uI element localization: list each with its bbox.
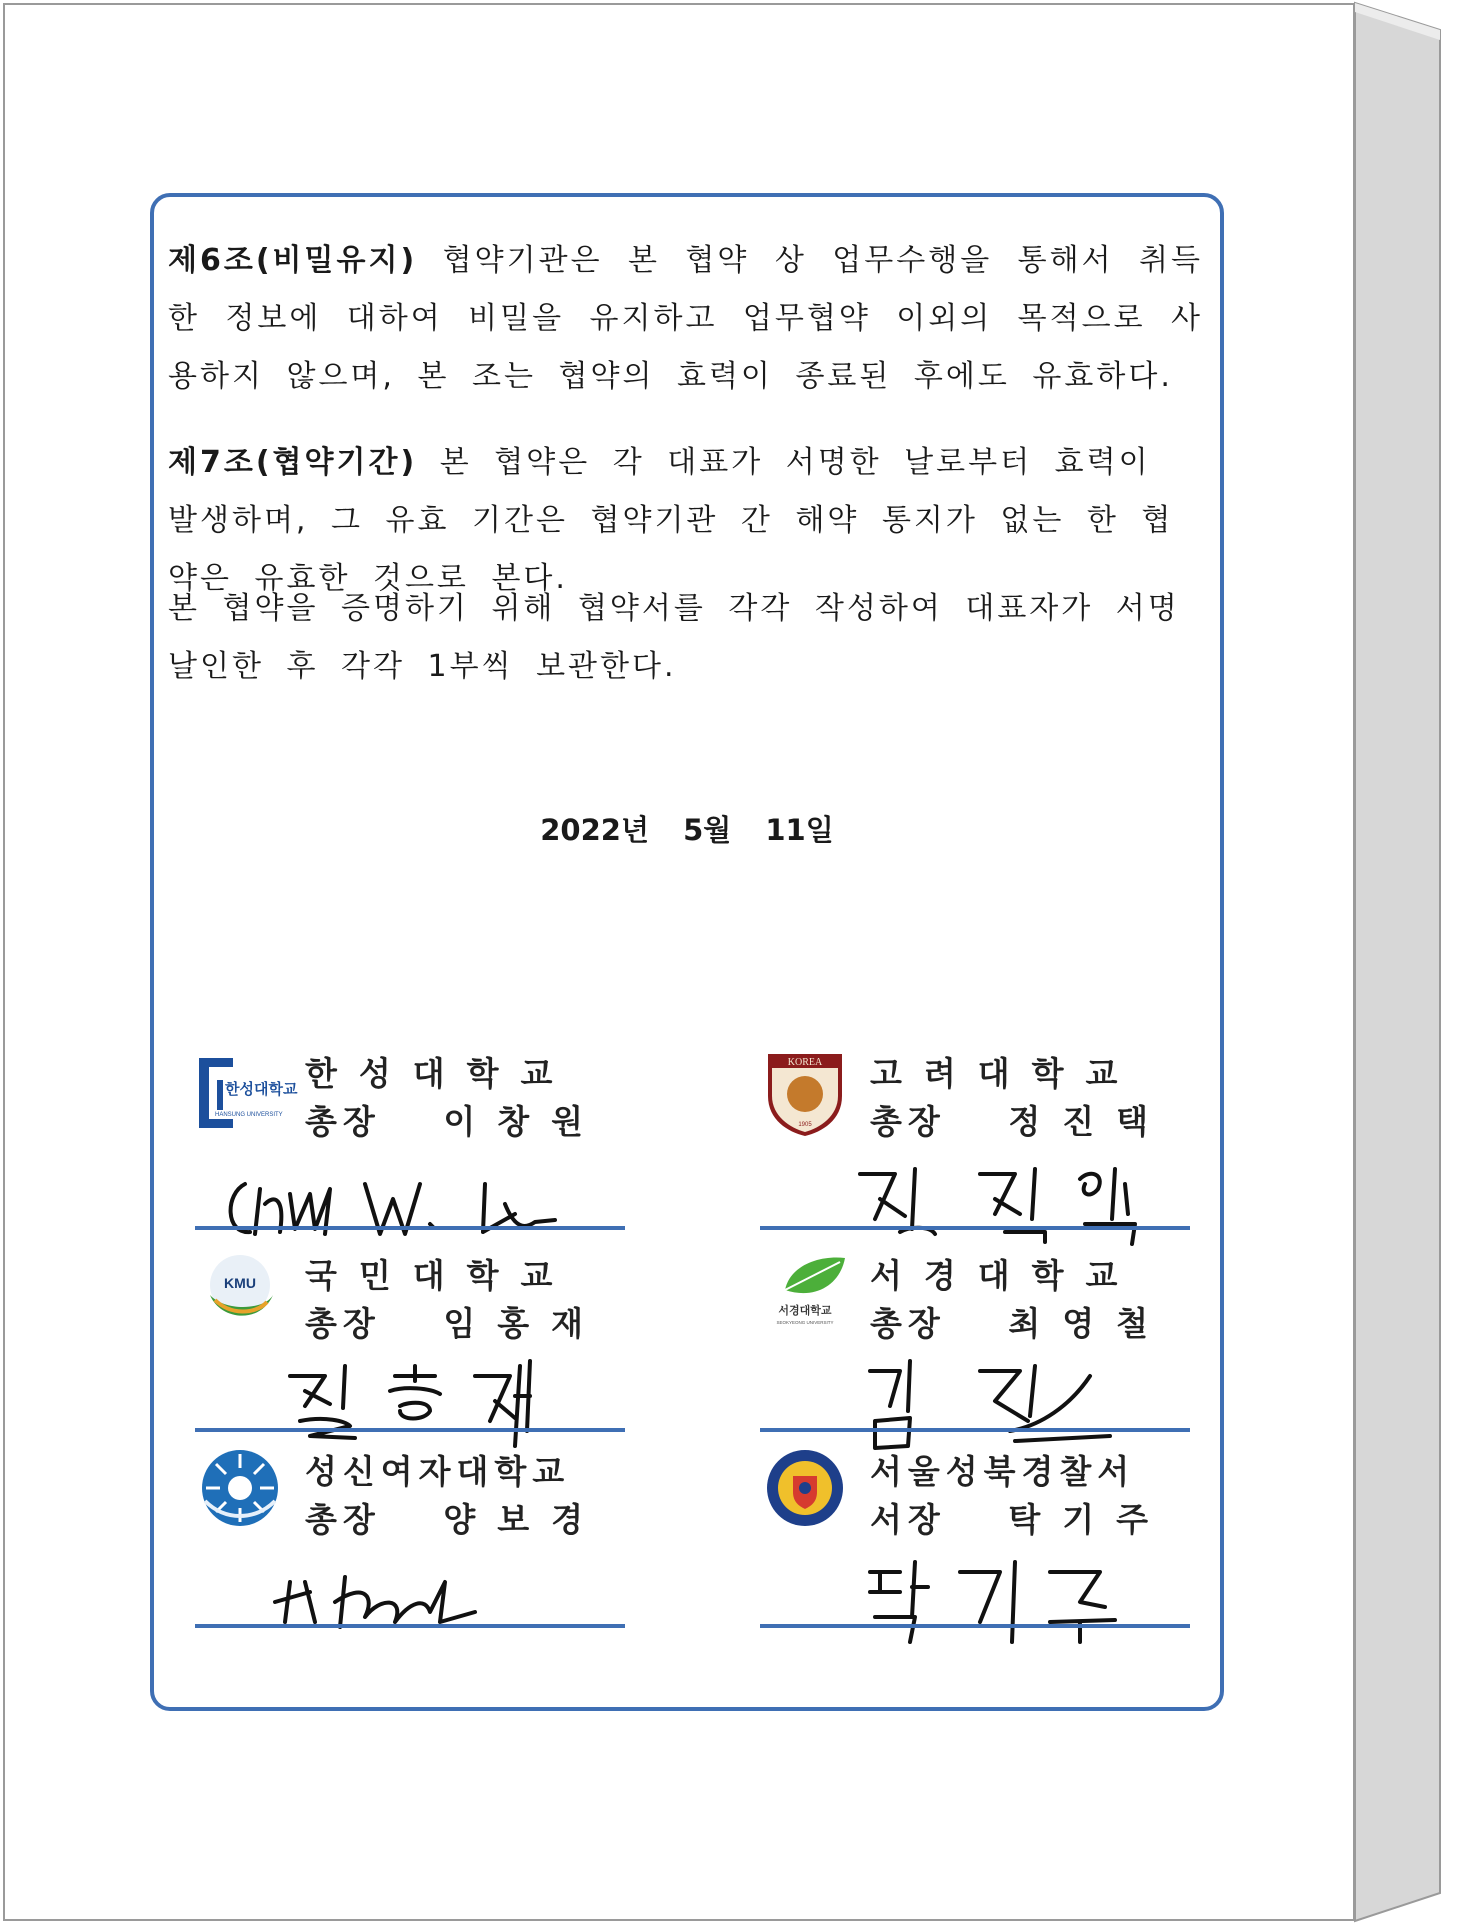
signature-line [195, 1624, 625, 1628]
representative-kookmin: 총장 임홍재 [305, 1304, 605, 1343]
org-name-seokyeong: 서경대학교 [870, 1256, 1140, 1295]
seokyeong-logo-icon [760, 1250, 850, 1340]
org-name-kookmin: 국민대학교 [305, 1256, 575, 1295]
org-name-hansung: 한성대학교 [305, 1054, 575, 1093]
signatory-kookmin [195, 1250, 635, 1450]
representative-seongbuk-police: 서장 탁기주 [870, 1500, 1170, 1539]
signatory-korea [760, 1048, 1200, 1248]
svg-text:KOREA: KOREA [787, 1057, 823, 1068]
svg-text:SEOKYEONG UNIVERSITY: SEOKYEONG UNIVERSITY [776, 1320, 834, 1325]
police-emblem-icon [760, 1446, 850, 1536]
kookmin-logo-icon [195, 1250, 285, 1340]
svg-text:HANSUNG UNIVERSITY: HANSUNG UNIVERSITY [215, 1112, 283, 1118]
org-name-korea: 고려대학교 [870, 1054, 1140, 1093]
signature-line [760, 1624, 1190, 1628]
representative-korea: 총장 정진택 [870, 1102, 1170, 1141]
signatory-hansung [195, 1048, 635, 1248]
signature-line [195, 1428, 625, 1432]
signature-sungshin [215, 1542, 615, 1652]
svg-text:KMU: KMU [224, 1275, 256, 1291]
signature-line [195, 1226, 625, 1230]
article-6 [168, 232, 1203, 406]
korea-university-logo-icon [760, 1048, 850, 1138]
signature-hansung [215, 1144, 615, 1254]
signatory-seokyeong [760, 1250, 1200, 1450]
article-6-title: 제6조(비밀유지) [168, 243, 418, 278]
hansung-logo-icon [195, 1048, 298, 1138]
signature-line [760, 1226, 1190, 1230]
signature-seongbuk-police [780, 1542, 1180, 1652]
signature-kookmin [215, 1346, 615, 1456]
article-6-body: 협약기관은 본 협약 상 업무수행을 통해서 취득한 정보에 대하여 비밀을 유지하고 업무협약 이외의 목적으로 사용하지 않으며, 본 조는 협약의 효력이 종료된 후에도 유효하다. [168, 243, 1203, 394]
sungshin-logo-icon [195, 1446, 285, 1536]
org-name-sungshin: 성신여자대학교 [305, 1452, 571, 1491]
svg-text:1905: 1905 [798, 1122, 812, 1128]
representative-seokyeong: 총장 최영철 [870, 1304, 1170, 1343]
article-7-title: 제7조(협약기간) [168, 445, 418, 480]
signature-korea [780, 1144, 1180, 1254]
agreement-date: 2022년 5월 11일 [540, 813, 834, 847]
signatory-seongbuk-police [760, 1446, 1200, 1646]
signatory-sungshin [195, 1446, 635, 1646]
svg-text:한성대학교: 한성대학교 [225, 1081, 298, 1098]
signature-line [760, 1428, 1190, 1432]
closing-statement: 본 협약을 증명하기 위해 협약서를 각각 작성하여 대표자가 서명 날인한 후 각각 1부씩 보관한다. [168, 591, 1180, 684]
representative-hansung: 총장 이창원 [305, 1102, 605, 1141]
signature-seokyeong [780, 1346, 1180, 1456]
org-name-seongbuk-police: 서울성북경찰서 [870, 1452, 1136, 1491]
svg-text:서경대학교: 서경대학교 [778, 1305, 832, 1317]
article-7-body: 본 협약은 각 대표가 서명한 날로부터 효력이 발생하며, 그 유효 기간은 협약기관 간 해약 통지가 없는 한 협약은 유효한 것으로 본다. [168, 445, 1174, 596]
representative-sungshin: 총장 양보경 [305, 1500, 605, 1539]
